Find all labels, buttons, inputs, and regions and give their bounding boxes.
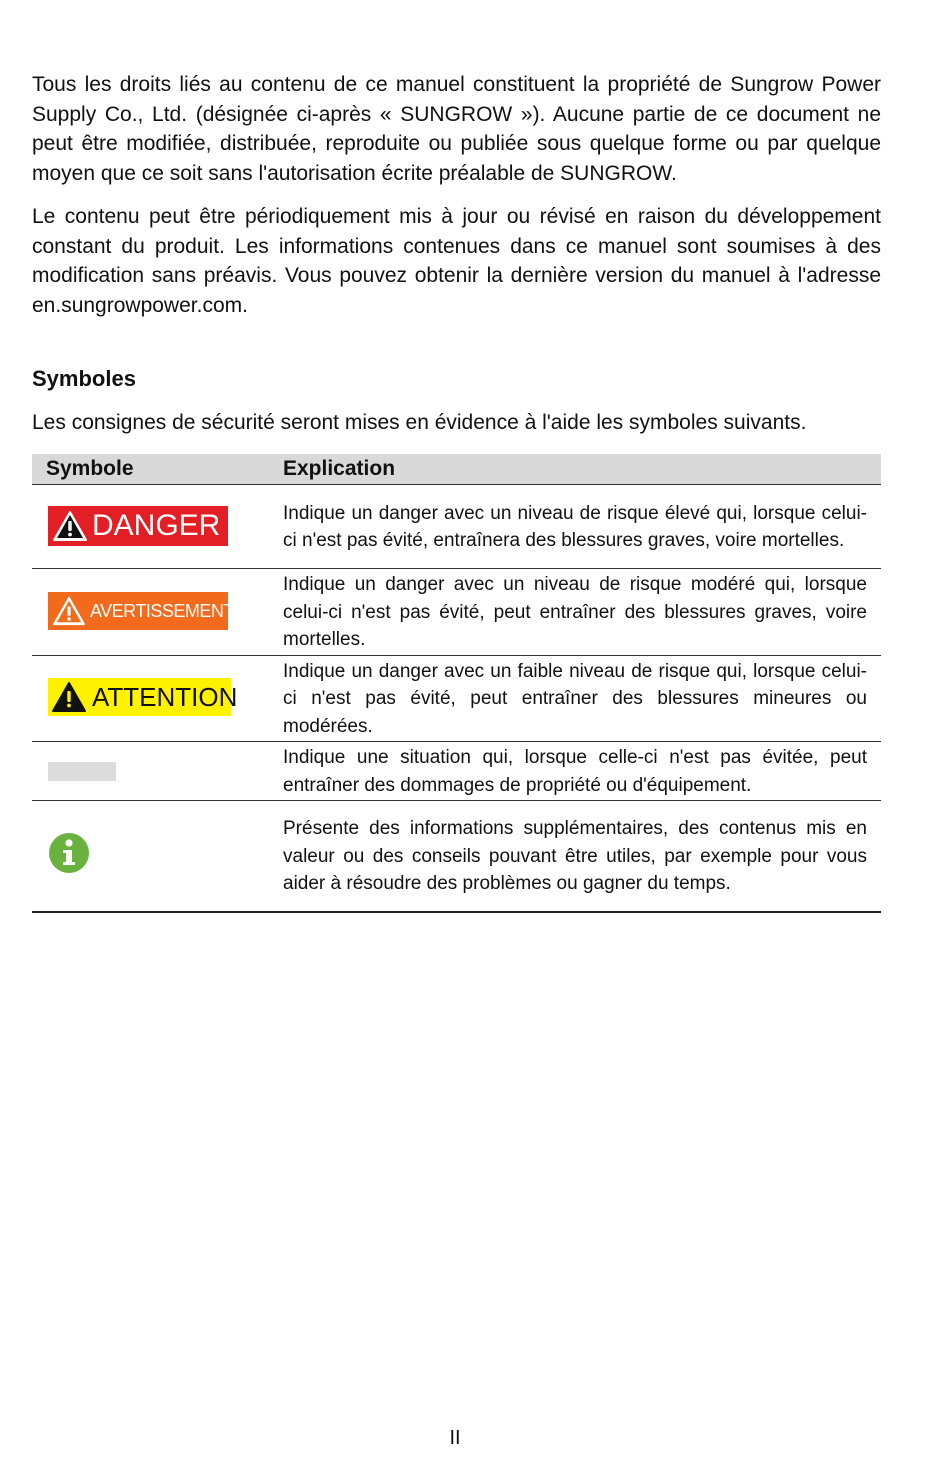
warning-triangle-icon: [52, 596, 86, 626]
danger-label: [48, 506, 228, 546]
explanation-cell: Indique un danger avec un niveau de risque modéré qui, lorsque celui-ci n'est pas évité, peut entraîner des blessures graves, voire mortelles.: [268, 569, 881, 656]
document-page: [32, 70, 881, 913]
explanation-cell: Indique un danger avec un niveau de risque élevé qui, lorsque celui-ci n'est pas évité, entraînera des blessures graves, voire mortelles.: [268, 485, 881, 569]
table-row: [32, 742, 881, 801]
explanation-cell: Présente des informations supplémentaires, des contenus mis en valeur ou des conseils pouvant être utiles, par exemple pour vous aider à résoudre des problèmes ou gagner du temps.: [268, 801, 881, 912]
symbols-table: [32, 454, 881, 913]
explanation-cell: Indique un danger avec un faible niveau de risque qui, lorsque celui-ci n'est pas évité, peut entraîner des blessures mineures ou modérées.: [268, 655, 881, 742]
symbol-cell: [32, 655, 268, 742]
table-row: [32, 569, 881, 656]
column-header-explanation: Explication: [268, 454, 881, 485]
table-row: [32, 655, 881, 742]
page-number: II: [449, 1427, 461, 1449]
column-header-symbol: Symbole: [32, 454, 268, 485]
symbol-cell: [32, 485, 268, 569]
warning-label-text: AVERTISSEMENT: [90, 600, 234, 621]
danger-label-text: DANGER: [92, 509, 221, 542]
copyright-paragraph: Tous les droits liés au contenu de ce manuel constituent la propriété de Sungrow Power Supply Co., Ltd. (désignée ci-après « SUNGROW »). Aucune partie de ce document ne peut être modifiée, distribuée, reproduite ou publiée sous quelque forme ou par quelque moyen que ce soit sans l'autorisation écrite préalable de SUNGROW.: [32, 73, 881, 185]
symbols-heading: Symboles: [32, 366, 136, 391]
symbol-cell: [32, 801, 268, 912]
table-row: [32, 801, 881, 912]
info-icon: [48, 832, 90, 874]
symbol-cell: [32, 742, 268, 801]
symbol-cell: [32, 569, 268, 656]
symbols-intro: Les consignes de sécurité seront mises en évidence à l'aide les symboles suivants.: [32, 411, 807, 434]
explanation-cell: Indique une situation qui, lorsque celle-ci n'est pas évitée, peut entraîner des dommages de propriété ou d'équipement.: [268, 742, 881, 801]
notice-label: [48, 762, 116, 781]
table-row: [32, 485, 881, 569]
attention-label-text: ATTENTION: [92, 681, 238, 712]
update-paragraph: Le contenu peut être périodiquement mis à jour ou révisé en raison du développement constant du produit. Les informations contenues dans ce manuel sont soumises à des modification sans préavis. Vous pouvez obtenir la dernière version du manuel à l'adresse en.sungrowpower.com.: [32, 205, 881, 317]
warning-label: [48, 592, 234, 630]
warning-triangle-icon: [50, 681, 88, 713]
attention-label: [48, 678, 238, 716]
warning-triangle-icon: [52, 510, 88, 542]
table-header-row: [32, 454, 881, 485]
